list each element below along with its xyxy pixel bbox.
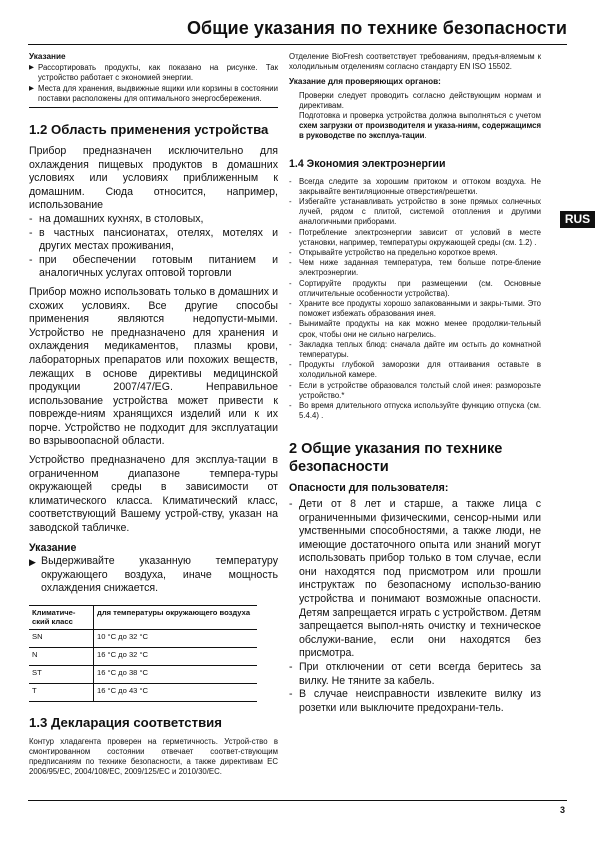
usage-list-item: - в частных пансионатах, отелях, мотелях и других местах проживания, bbox=[29, 227, 278, 254]
verify-note-title: Указание для проверяющих органов: bbox=[289, 77, 441, 87]
section-1-4-heading: 1.4 Экономия электроэнергии bbox=[289, 157, 446, 170]
language-badge: RUS bbox=[560, 211, 595, 228]
table-row bbox=[29, 629, 257, 647]
table-cell: 16 °C до 38 °C bbox=[94, 665, 258, 683]
usage-list-item: - на домашних кухнях, в столовых, bbox=[29, 213, 278, 227]
verify-text-bold: схем загрузки от производителя и указа-ниям, содержащимся в руководстве по эксплуа-тации bbox=[299, 121, 541, 141]
section-1-2-paragraph: Прибор предназначен исключительно для охлаждения пищевых продуктов в домашних условиях или условиях приближенным к домашним. Сюда относится, например, использование bbox=[29, 145, 278, 212]
energy-saving-list bbox=[289, 177, 541, 422]
table-cell: 16 °C до 32 °C bbox=[94, 647, 258, 665]
section-1-3 bbox=[29, 715, 278, 778]
verify-note-text bbox=[289, 111, 541, 142]
temperature-note bbox=[29, 542, 278, 596]
table-row bbox=[29, 665, 257, 683]
list-item: - Во время длительного отпуска используйте функцию отпуска (см. 5.4.4) . bbox=[289, 401, 541, 421]
note-top-list bbox=[29, 63, 278, 104]
temperature-note-title: Указание bbox=[29, 541, 77, 554]
section-1-2-heading: 1.2 Область применения устройства bbox=[29, 122, 269, 138]
section-1-2-paragraph: Прибор можно использовать только в домашних и схожих условиях. Все другие способы применения являются недопусти-мыми. Устройство не предназначено для хранения и охлаждения медикаментов, плазмы крови, лабораторных препаратов или похожих веществ, лежащих в основе директивы медицинской продукции 2007/47/EG. Неправильное использование устройства может привести к поврежде-ниям хранящихся изделий или к их порче. Устройство не подходит для эксплуатации во взрывоопасной области. bbox=[29, 285, 278, 448]
table-cell: 10 °C до 32 °C bbox=[94, 629, 258, 647]
section-divider bbox=[29, 107, 278, 108]
usage-list-item: - при обеспечении готовым питанием и аналогичных услугах оптовой торговли bbox=[29, 254, 278, 281]
safety-list-item: - Дети от 8 лет и старше, а также лица с ограниченными физическими, сенсор-ными или умственными способностями, а также люди, не имеющие достаточного опыта или знаний могут использовать прибор только в том случае, если они находятся под присмотром или прошли инструктаж по безопасному использо-ванию устройства и понимают возможные опасности. Детям запрещается играть с устройством. Детям запрещается выпол-нять очистку и техническое обслужи-вание, если они находятся без присмотра. bbox=[289, 498, 541, 661]
section-2-heading: 2 Общие указания по технике безопасности bbox=[289, 440, 503, 475]
section-1-2 bbox=[29, 122, 278, 702]
page-header-title: Общие указания по технике безопасности bbox=[186, 18, 567, 38]
footer-divider bbox=[28, 800, 567, 801]
section-1-3-heading: 1.3 Декларация соответствия bbox=[29, 714, 222, 730]
safety-list-item: - При отключении от сети всегда беритесь за вилку. Не тяните за кабель. bbox=[289, 661, 541, 688]
note-top-item: ▶ Места для хранения, выдвижные ящики или корзины в состоянии поставки расположены для оптимального энергосбережения. bbox=[29, 84, 278, 104]
section-1-2-paragraph: Устройство предназначено для эксплуа-тации в ограниченном диапазоне темпера-туры окружающей среды в зависимости от климатического класса. Климатический класс, соответствующий Вашему устрой-ству, указан на заводской табличке. bbox=[29, 454, 278, 535]
list-item: - Потребление электроэнергии зависит от условий в месте установки, например, температуры окружающей среды (см. 1.2) . bbox=[289, 228, 541, 248]
section-1-3-text: Контур хладагента проверен на герметичность. Устрой-ство в смонтированном состоянии отвечает соответ-ствующим предписаниям по технике безопасности, а также директивам EC 2006/95/EC, 2004/108/EC, 2009/125/EC и 2010/30/EC. bbox=[29, 736, 278, 777]
verify-text-part: Подготовка и проверка устройства должна выполняться с учетом bbox=[299, 111, 541, 121]
right-column bbox=[289, 52, 541, 715]
table-cell: SN bbox=[29, 629, 94, 647]
temperature-note-text: ▶ Выдерживайте указанную температуру окружающего воздуха, иначе мощность охлаждения снижается. bbox=[29, 555, 278, 596]
table-cell: ST bbox=[29, 665, 94, 683]
verify-text-part: . bbox=[424, 131, 427, 141]
table-row bbox=[29, 647, 257, 665]
list-item: - Открывайте устройство на предельно короткое время. bbox=[289, 248, 541, 258]
note-top bbox=[29, 52, 278, 104]
climate-class-table bbox=[29, 605, 257, 702]
list-item: - Закладка теплых блюд: сначала дайте им остыть до комнатной температуры. bbox=[289, 340, 541, 360]
table-row bbox=[29, 683, 257, 701]
page-number: 3 bbox=[559, 805, 565, 815]
table-header-cell: Климатиче-ский класс bbox=[29, 606, 94, 630]
table-header-row bbox=[29, 606, 257, 630]
section-2 bbox=[289, 440, 541, 716]
list-item: - Вынимайте продукты на как можно менее продолжи-тельный срок, чтобы они не сильно нагрелись. bbox=[289, 319, 541, 339]
note-top-item: ▶ Рассортировать продукты, как показано на рисунке. Так устройство работает с экономией энергии. bbox=[29, 63, 278, 83]
user-hazards-subheading: Опасности для пользователя: bbox=[289, 482, 449, 495]
verify-note bbox=[289, 77, 541, 141]
table-cell: 16 °C до 43 °C bbox=[94, 683, 258, 701]
header-divider bbox=[28, 44, 567, 45]
list-item: - Избегайте устанавливать устройство в зоне прямых солнечных лучей, рядом с плитой, системой отопления и другими аналогичными приборами. bbox=[289, 197, 541, 228]
list-item: - Чем ниже заданная температура, тем больше потре-бление электроэнергии. bbox=[289, 258, 541, 278]
list-item: - Продукты глубокой заморозки для оттаивания оставьте в холодильной камере. bbox=[289, 360, 541, 380]
usage-list bbox=[29, 213, 278, 281]
table-cell: T bbox=[29, 683, 94, 701]
list-item: - Храните все продукты хорошо запакованными и закры-тыми. Это поможет избежать образования инея. bbox=[289, 299, 541, 319]
list-item: - Всегда следите за хорошим притоком и оттоком воздуха. Не закрывайте вентиляционные отверстия/решетки. bbox=[289, 177, 541, 197]
list-item: - Если в устройстве образовался толстый слой инея: разморозьте устройство.* bbox=[289, 381, 541, 401]
safety-list-item: - В случае неисправности извлеките вилку из розетки или выключите предохрани-тель. bbox=[289, 688, 541, 715]
safety-list bbox=[289, 498, 541, 716]
table-header-cell: для температуры окружающего воздуха bbox=[94, 606, 258, 630]
list-item: - Сортируйте продукты при размещении (см. Основные отличительные особенности устройства). bbox=[289, 279, 541, 299]
section-1-4 bbox=[289, 158, 541, 422]
note-top-title: Указание bbox=[29, 52, 66, 61]
table-cell: N bbox=[29, 647, 94, 665]
verify-note-text: Проверки следует проводить согласно действующим нормам и директивам. bbox=[299, 90, 541, 110]
biofresh-text: Отделение BioFresh соответствует требованиям, предъя-вляемым к холодильным отделениям согласно стандарту EN ISO 15502. bbox=[289, 52, 541, 72]
left-column bbox=[29, 52, 278, 778]
